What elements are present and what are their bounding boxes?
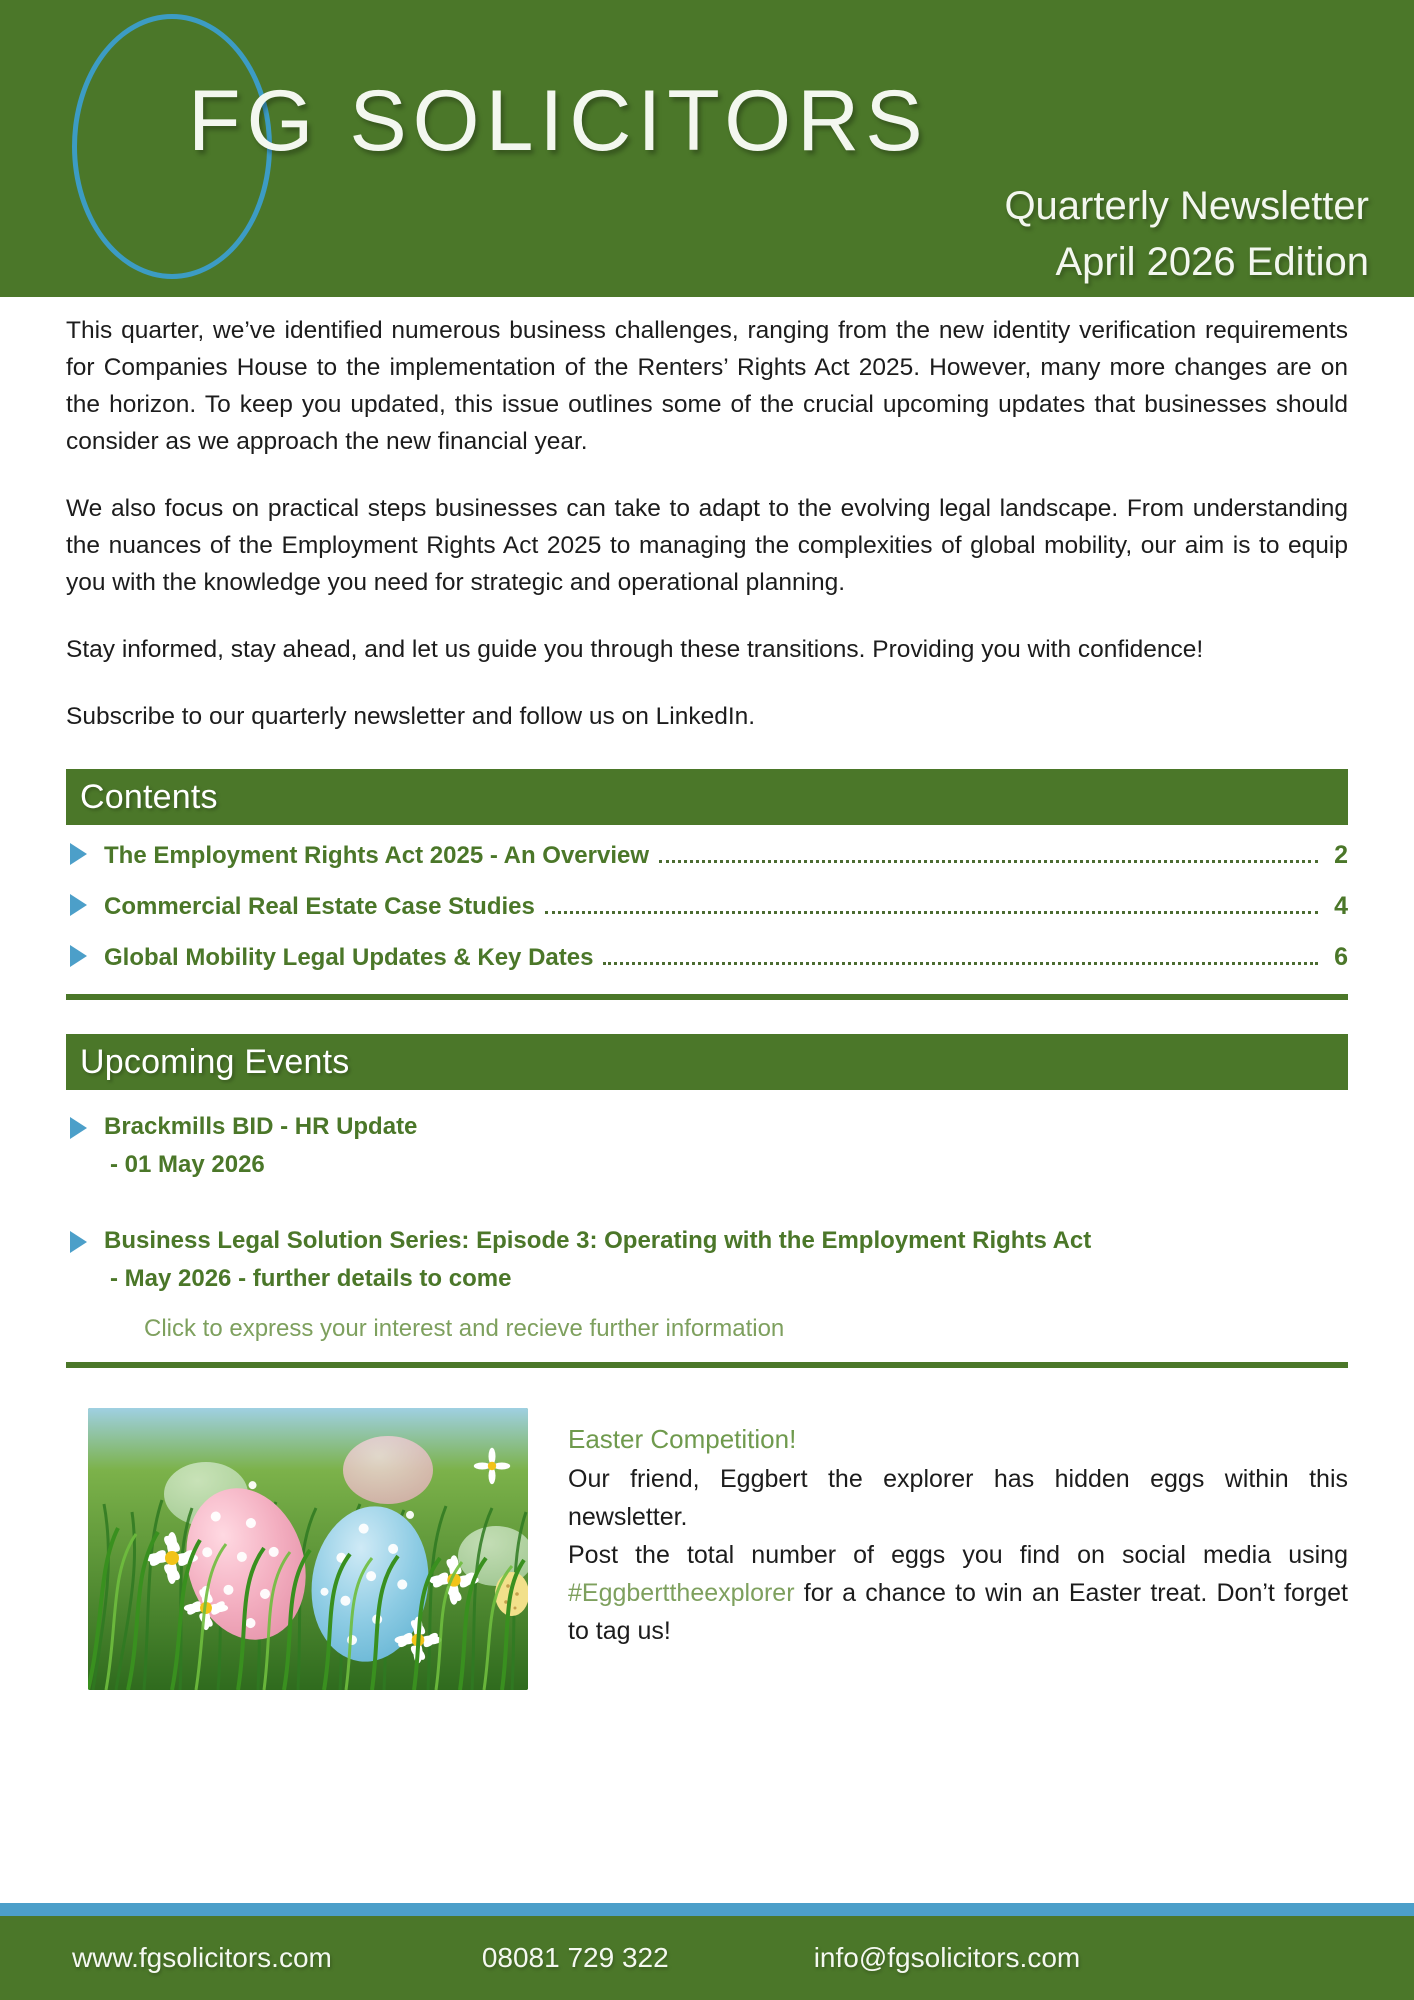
- contents-item-page: 4: [1334, 892, 1348, 920]
- triangle-bullet-icon: [70, 1117, 87, 1139]
- event-interest-link[interactable]: Click to express your interest and recieve further information: [144, 1315, 785, 1342]
- events-list: [66, 1108, 1348, 1348]
- competition-text: [568, 1408, 1348, 1690]
- events-spacer: [66, 1190, 1348, 1222]
- triangle-bullet-icon: [70, 843, 87, 865]
- triangle-bullet-icon: [70, 945, 87, 967]
- events-heading: Upcoming Events: [80, 1042, 350, 1081]
- footer-phone[interactable]: 08081 729 322: [481, 1942, 669, 1973]
- contents-item-label: Global Mobility Legal Updates & Key Dates: [104, 944, 594, 971]
- contents-list: [66, 841, 1348, 972]
- contents-divider: [66, 994, 1348, 1000]
- competition-line-2: [568, 1536, 1348, 1650]
- intro-paragraph-2: We also focus on practical steps businesses can take to adapt to the evolving legal landscape. From understanding the nuances of the Employment Rights Act 2025 to managing the complexities of global mobility, our aim is to equip you with the knowledge you need for strategic and operational planning.: [66, 495, 1348, 596]
- footer-accent-bar: [0, 1903, 1414, 1916]
- intro-paragraph-1: This quarter, we’ve identified numerous business challenges, ranging from the new identity verification requirements for Companies House to the implementation of the Renters’ Rights Act 2025. However, many more changes are on the horizon. To keep you updated, this issue outlines some of the crucial upcoming updates that businesses should consider as we approach the new financial year.: [66, 317, 1348, 455]
- leader-dots: [659, 859, 1318, 863]
- page-content: [66, 312, 1348, 1690]
- contents-item-page: 6: [1334, 943, 1348, 971]
- leader-dots: [545, 910, 1318, 914]
- footer-contact-items: [0, 1916, 1414, 2000]
- event-title: Brackmills BID - HR Update: [104, 1113, 418, 1140]
- events-divider: [66, 1362, 1348, 1368]
- contents-item[interactable]: [66, 892, 1348, 921]
- footer-email[interactable]: info@fgsolicitors.com: [813, 1942, 1081, 1973]
- competition-line2-post: for a chance to win an Easter treat. Don’t forget to tag us!: [568, 1579, 1348, 1645]
- contents-section-bar: [66, 769, 1348, 825]
- contents-item[interactable]: [66, 841, 1348, 870]
- event-title: Business Legal Solution Series: Episode 3: Operating with the Employment Rights Act: [104, 1227, 1092, 1254]
- event-date: - May 2026 - further details to come: [110, 1265, 512, 1292]
- contents-item-page: 2: [1334, 841, 1348, 869]
- header-subtitle-line2: April 2026 Edition: [1055, 240, 1369, 284]
- competition-line-1: Our friend, Eggbert the explorer has hidden eggs within this newsletter.: [568, 1465, 1348, 1531]
- footer-website[interactable]: www.fgsolicitors.com: [72, 1942, 332, 1973]
- header-subtitle-line1: Quarterly Newsletter: [1004, 184, 1369, 228]
- contents-item[interactable]: [66, 943, 1348, 972]
- contents-heading: Contents: [80, 777, 218, 816]
- competition-hashtag[interactable]: #Eggberttheexplorer: [568, 1579, 795, 1607]
- intro-paragraph-3: Stay informed, stay ahead, and let us guide you through these transitions. Providing you with confidence!: [66, 636, 1204, 663]
- triangle-bullet-icon: [70, 894, 87, 916]
- easter-eggs-image: [88, 1408, 528, 1690]
- event-item[interactable]: [66, 1222, 1348, 1348]
- easter-competition-block: [66, 1408, 1348, 1690]
- event-item[interactable]: [66, 1108, 1348, 1184]
- triangle-bullet-icon: [70, 1231, 87, 1253]
- events-section-bar: [66, 1034, 1348, 1090]
- competition-line2-pre: Post the total number of eggs you find on social media using: [568, 1541, 1348, 1569]
- competition-heading: Easter Competition!: [568, 1424, 797, 1454]
- leader-dots: [603, 961, 1318, 965]
- contents-item-label: Commercial Real Estate Case Studies: [104, 893, 535, 920]
- page-header: [0, 0, 1414, 297]
- contents-item-label: The Employment Rights Act 2025 - An Overview: [104, 842, 650, 869]
- brand-title: FG SOLICITORS: [188, 73, 929, 169]
- event-date: - 01 May 2026: [110, 1151, 265, 1178]
- intro-paragraph-4: Subscribe to our quarterly newsletter and follow us on LinkedIn.: [66, 703, 756, 730]
